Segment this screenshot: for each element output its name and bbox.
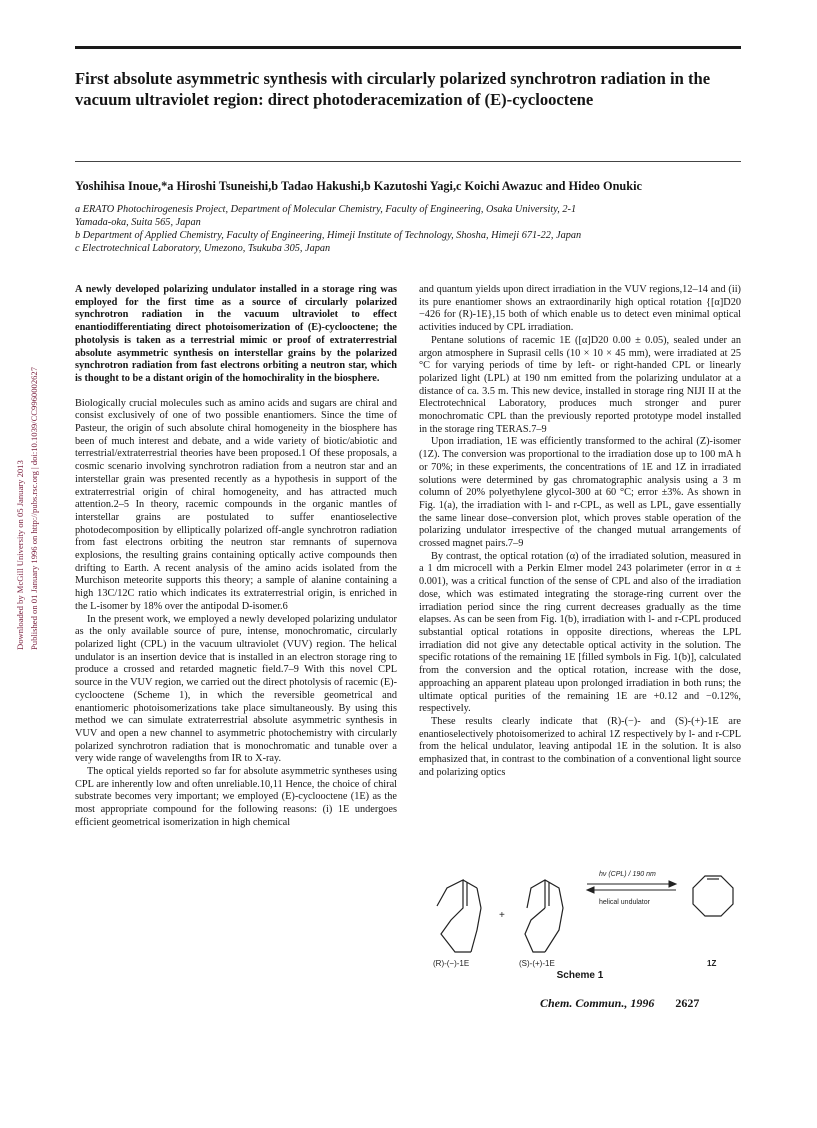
s-cyclooctene-structure [525,880,563,952]
download-notice: Downloaded by McGill University on 05 January 2013 [15,460,25,650]
body-paragraph: and quantum yields upon direct irradiation in the VUV regions,12–14 and (ii) its pure enantiomer shows an extraordinarily high optical rotation {[α]D20 −426 for (R)-1E},15 both of which enable us to detect even minimal optical activities induced by CPL irradiation. [419,284,741,334]
body-paragraph: The optical yields reported so far for absolute asymmetric syntheses using CPL are inherently low and often unreliable.10,11 Hence, the choice of chiral substrate becomes very important; we employed (E)-cyclooctene (1E) as the most appropriate compound for the following reasons: (i) 1E undergoes efficient geometrical isomerization in high chemical [75,766,397,828]
page-footer [540,996,699,1011]
author-list: Yoshihisa Inoue,*a Hiroshi Tsuneishi,b Tadao Hakushi,b Kazutoshi Yagi,c Koichi Awazuc and Hideo Onukic [75,179,642,193]
scheme-arrow-condition: hν (CPL) / 190 nm [599,871,656,878]
affiliation-line: b Department of Applied Chemistry, Faculty of Engineering, Himeji Institute of Technology, Shosha, Himeji 671-22, Japan [75,230,582,241]
affiliation-line: a ERATO Photochirogenesis Project, Department of Molecular Chemistry, Faculty of Engineering, Osaka University, 2-1 [75,204,577,215]
article-title: First absolute asymmetric synthesis with circularly polarized synchrotron radiation in the vacuum ultraviolet region: direct photoderacemization of (E)-cyclooctene [75,69,711,109]
side-watermark [7,220,43,650]
body-paragraph: Biologically crucial molecules such as amino acids and sugars are chiral and consist exclusively of one of two possible enantiomers. Since the time of Pasteur, the origin of such absolute chiral homogeneity in the biosphere has been of much interest and debate, and a wide variety of biotic/abiotic and terrestrial/extraterrestrial theories have been proposed.1 Of these proposals, a cosmic scenario involving synchrotron radiation from a neutron star and an interstellar grain was presented recently as a hypothesis in support of the extraterrestrial origin of chiral homogeneity, and has attracted much attention.2–5 In theory, racemic compounds in the organic mantles of interstellar grains are postulated to suffer enantioselective photodecomposition by elliptically polarized off-angle synchrotron radiation from fast electrons orbiting the neutron star remnants of supernova explosions, the resulting grains containing optically active compounds then drifting to Earth. A recent analysis of the amino acids isolated from the Murchison meteorite supports this theory; a sample of alanine containing a high 13C/12C ratio which indicates its extraterrestrial origin, is enriched in the L-isomer by 18% over the antipodal D-isomer.6 [75,397,397,612]
left-column [75,284,397,830]
scheme-arrow-source: helical undulator [599,899,650,906]
scheme-caption: Scheme 1 [556,970,604,981]
label-1z: 1Z [707,959,717,968]
plus-sign: + [499,910,505,921]
body-paragraph: Upon irradiation, 1E was efficiently transformed to the achiral (Z)-isomer (1Z). The conversion was proportional to the irradiation dose up to 100 mA h or 70%; in these experiments, the concentrations of 1E and 1Z in irradiated solutions were determined by gas chromatographic analysis using a 3 m column of 20% polyethylene glycol-300 at 60 °C; error ±3%. As shown in Fig. 1(a), the irradiation with l- and r-CPL, as well as LPL, gave essentially the same linear dose–conversion plot, which proves stable operation of the polarizing undulator irrespective of the changed mutual arrangements of crossed magnet pairs.7–9 [419,436,741,550]
journal-citation: Chem. Commun., 1996 [540,996,655,1010]
z-cyclooctene-structure [693,876,733,916]
page-number: 2627 [675,996,700,1010]
affiliations [75,203,741,255]
body-paragraph: These results clearly indicate that (R)-(−)- and (S)-(+)-1E are enantioselectively photoisomerized to achiral 1Z respectively by l- and r-CPL from the helical undulator, leaving antipodal 1E in the solution. It is also emphasized that, in contrast to the combination of a conventional light source and polarizing optics [419,715,741,778]
body-paragraph: By contrast, the optical rotation (α) of the irradiated solution, measured in a 1 dm microcell with a Perkin Elmer model 243 polarimeter (error in α ± 0.001), was a critical function of the sense of CPL and also of the irradiation dose, which was estimated integrating the storage-ring current over the irradiation period since the ring current decreases gradually as the time elapses. As can be seen from Fig. 1(b), irradiation with l- and r-CPL produced substantial optical rotations in opposite directions, whereas the LPL irradiation did not give any detectable optical activity in the solution. The specific rotations of the remaining 1E [filled symbols in Fig. 1(b)], calculated from the conversion and the optical rotation, increase with the dose, approaching an apparent plateau upon prolonged irradiation in both runs; the ultimate optical purities of the remaining 1E are +0.12 and −0.12%, respectively. [419,550,741,715]
equilibrium-arrows [587,881,676,893]
top-rule [75,46,741,49]
right-column [419,284,741,779]
body-paragraph: In the present work, we employed a newly developed polarizing undulator as the only available source of pure, intense, monochromatic, circularly polarized light (CPL) in the vacuum ultraviolet (VUV) region. The helical undulator is an insertion device that is installed in an electron storage ring to produce a crossed and retarded magnetic field.7–9 With this novel CPL source in the VUV region, we carried out the direct photolysis of racemic (E)-cyclooctene (Scheme 1), in which the reversible geometrical and enantiomeric photoisomerizations take place simultaneously. By using this method we can simulate extraterrestrial absolute asymmetric synthesis in VUV and open a new channel to asymmetric photochemistry with circularly polarized synchrotron radiation that is monochromatic and tunable over a very wide range of wavelengths from IR to X-ray. [75,613,397,765]
r-cyclooctene-structure [437,880,481,952]
title-rule [75,161,741,162]
label-r-1e: (R)-(−)-1E [433,959,470,968]
affiliation-line: c Electrotechnical Laboratory, Umezono, Tsukuba 305, Japan [75,243,331,254]
scheme-1-diagram [419,868,741,968]
label-s-1e: (S)-(+)-1E [519,959,555,968]
body-paragraph: Pentane solutions of racemic 1E ([α]D20 0.00 ± 0.05), sealed under an argon atmosphere in Suprasil cells (10 × 10 × 45 mm), were irradiated at 25 °C for varying periods of time by left- or right-handed CPL or linearly polarized light (LPL) at 190 nm emitted from the polarizing undulator at a distance of ca. 3.5 m. This new device, installed in storage ring NIJI II at the Electrotechnical Laboratory, produces much stronger and purer monochromatic CPL than the previously reported prototype model installed in the storage ring TERAS.7–9 [419,334,741,435]
abstract: A newly developed polarizing undulator installed in a storage ring was employed for the first time as a source of circularly polarized synchrotron radiation in the vacuum ultraviolet to effect enantiodifferentiating direct photoisomerization of (E)-cyclooctene; the photolysis is taken as a terrestrial mimic or proof of extraterrestrial absolute asymmetric synthesis on interstellar grains by the polarized synchrotron radiation from fast electrons orbiting a neutron star, which is thought to be a distant origin of the homochirality in the biosphere. [75,284,397,384]
affiliation-line: Yamada-oka, Suita 565, Japan [75,217,201,228]
publication-notice: Published on 01 January 1996 on http://pubs.rsc.org | doi:10.1039/CC9960002627 [29,366,39,650]
